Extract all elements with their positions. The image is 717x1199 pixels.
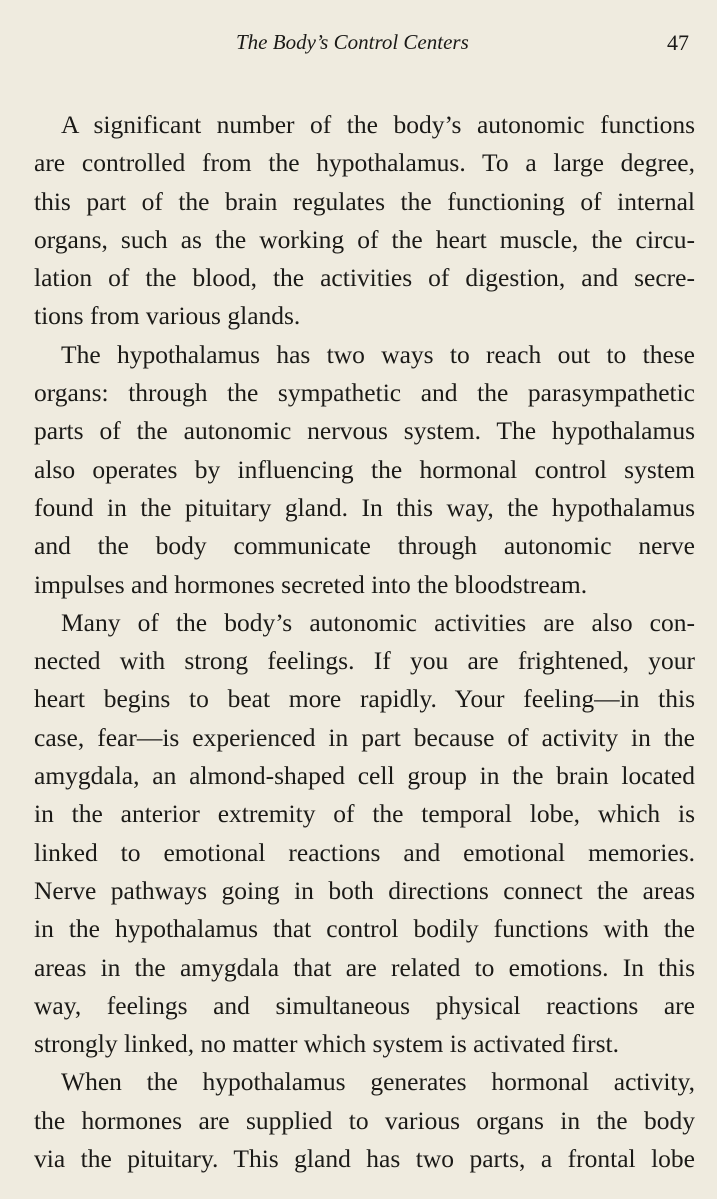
text-line: strongly linked, no matter which system is activated first.	[34, 1029, 619, 1059]
text-line: Nerve pathways going in both directions connect the areas	[34, 875, 695, 905]
text-line: impulses and hormones secreted into the bloodstream.	[34, 569, 588, 599]
text-line: A significant number of the body’s autonomic functions	[61, 110, 695, 139]
text-line: also operates by influencing the hormonal control system	[34, 454, 695, 484]
text-line: areas in the amygdala that are related to emotions. In this	[34, 952, 695, 982]
page-number: 47	[667, 30, 689, 55]
paragraph-2	[34, 336, 695, 604]
text-line: lation of the blood, the activities of digestion, and secre-	[34, 263, 695, 293]
paragraph-1	[34, 106, 695, 336]
text-line: linked to emotional reactions and emotional memories.	[34, 837, 695, 867]
running-head	[0, 30, 717, 62]
text-line: amygdala, an almond-shaped cell group in the brain located	[34, 761, 695, 791]
paragraph-4	[34, 1063, 695, 1178]
text-line: in the hypothalamus that control bodily functions with the	[34, 914, 695, 944]
body-text	[34, 106, 695, 1178]
text-line: this part of the brain regulates the functioning of internal	[34, 186, 695, 216]
text-line: are controlled from the hypothalamus. To a large degree,	[34, 148, 695, 178]
text-line: organs, such as the working of the heart muscle, the circu-	[34, 224, 695, 254]
text-line: way, feelings and simultaneous physical reactions are	[34, 990, 695, 1020]
text-line: in the anterior extremity of the temporal lobe, which is	[34, 799, 695, 829]
text-line: parts of the autonomic nervous system. The hypothalamus	[34, 416, 695, 446]
text-line: organs: through the sympathetic and the parasympathetic	[34, 378, 695, 408]
running-title: The Body’s Control Centers	[236, 30, 469, 54]
text-line: heart begins to beat more rapidly. Your feeling—in this	[34, 684, 695, 714]
text-line: found in the pituitary gland. In this way, the hypothalamus	[34, 492, 695, 522]
text-line: case, fear—is experienced in part because of activity in the	[34, 722, 695, 752]
text-line: The hypothalamus has two ways to reach out to these	[61, 339, 695, 369]
text-line: Many of the body’s autonomic activities are also con-	[61, 607, 695, 637]
text-line: the hormones are supplied to various organs in the body	[34, 1105, 695, 1135]
paragraph-3	[34, 604, 695, 1064]
text-line: via the pituitary. This gland has two parts, a frontal lobe	[34, 1144, 695, 1174]
text-line: When the hypothalamus generates hormonal activity,	[61, 1067, 695, 1097]
text-line: nected with strong feelings. If you are frightened, your	[34, 646, 695, 676]
text-line: and the body communicate through autonomic nerve	[34, 531, 695, 561]
text-line: tions from various glands.	[34, 301, 301, 331]
